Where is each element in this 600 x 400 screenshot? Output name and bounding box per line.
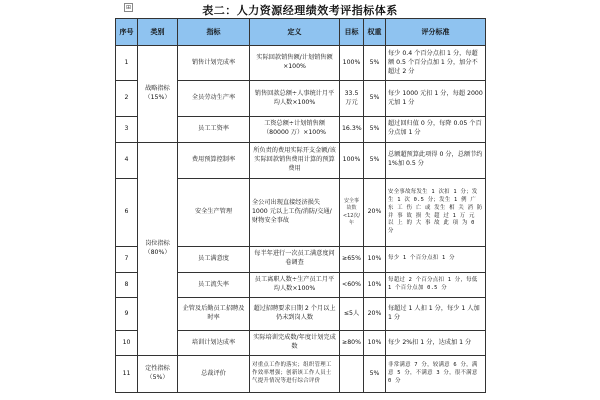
category-qualitative: 定性指标（5%） [138, 356, 178, 393]
row-indicator: 安全生产管理 [178, 179, 250, 247]
performance-indicator-table [115, 18, 486, 393]
category-strategic: 战略指标（15%） [138, 46, 178, 143]
row-weight: 10% [364, 246, 386, 272]
row-definition: 实际回款销售额/计划销售额×100% [250, 46, 340, 81]
table-row [116, 46, 486, 81]
row-definition: 销售回款总额÷人事统计月平均人数×100% [250, 81, 340, 116]
row-standard: 非常满意 7 分，较满意 6 分，满意 5 分，不满意 3 分，很不满意 0 分 [386, 356, 486, 393]
row-standard: 总额超预算此项得 0 分，总额节约 1%加 0.5 分 [386, 142, 486, 179]
row-weight: 5% [364, 356, 386, 393]
row-target: ≤5人 [340, 298, 364, 330]
header-definition: 定义 [250, 19, 340, 46]
row-target: 100% [340, 142, 364, 179]
row-definition: 所负责的费用实际开支金额/该实际回款销售费用计算的预算费用 [250, 142, 340, 179]
row-seq: 11 [116, 356, 138, 393]
row-target: 100% [340, 46, 364, 81]
row-indicator: 员工工资率 [178, 116, 250, 142]
row-seq: 8 [116, 272, 138, 298]
row-definition: 全公司出现直接经济损失 1000 元以上工伤/消防/交通/财物安全事故 [250, 179, 340, 247]
row-indicator: 总裁评价 [178, 356, 250, 393]
header-indicator: 指标 [178, 19, 250, 46]
row-indicator: 员工满意度 [178, 246, 250, 272]
header-weight: 权重 [364, 19, 386, 46]
row-indicator: 销售计划完成率 [178, 46, 250, 81]
row-seq: 10 [116, 330, 138, 356]
header-seq: 序号 [116, 19, 138, 46]
row-definition: 对重点工作的落实；组织管理工作效率增强；创新该工作人员士气提升情况等进行综合评价 [250, 356, 340, 393]
row-indicator: 全员劳动生产率 [178, 81, 250, 116]
header-standard: 评分标准 [386, 19, 486, 46]
row-standard: 超过回归值 0 分，每降 0.05 个百分点加 1 分 [386, 116, 486, 142]
row-target: ≥65% [340, 246, 364, 272]
table-row [116, 142, 486, 179]
row-seq: 9 [116, 298, 138, 330]
category-position: 岗位指标（80%） [138, 142, 178, 356]
row-weight: 5% [364, 46, 386, 81]
header-category: 类别 [138, 19, 178, 46]
row-definition: 工资总额÷计划销售额（80000 万）×100% [250, 116, 340, 142]
row-target: 16.3% [340, 116, 364, 142]
row-standard: 每超过 2 个百分点扣 1 分，每低 1 个百分点加 0.5 分 [386, 272, 486, 298]
row-target: 33.5 万元 [340, 81, 364, 116]
row-seq: 1 [116, 46, 138, 81]
row-seq: 3 [116, 116, 138, 142]
row-weight: 10% [364, 330, 386, 356]
row-standard: 每少 2%扣 1 分，达成加 1 分 [386, 330, 486, 356]
table-row [116, 356, 486, 393]
row-standard: 安全事故每发生 1 次扣 1 分；发生 1 次 0.5 分；发生 1 例 广 东 工 伤 亡 或 发生 相 关 消 防 并 事 故 损 失 超 过 1 万 元 以 上 的 大 事 故 此 项 为 0 分 [386, 179, 486, 247]
row-seq: 7 [116, 246, 138, 272]
row-target: 安全事故数<12次/年 [340, 179, 364, 247]
row-weight: 20% [364, 179, 386, 247]
row-seq: 6 [116, 179, 138, 247]
row-target: ≥80% [340, 330, 364, 356]
row-indicator: 员工流失率 [178, 272, 250, 298]
row-definition: 超过招聘要求日期 2 个月以上仍未到岗人数 [250, 298, 340, 330]
row-weight: 5% [364, 116, 386, 142]
row-standard: 每超过 1 人扣 1 分，每少 1 人加 1 分 [386, 298, 486, 330]
row-standard: 每少 0.4 个百分点扣 1 分，每超额 0.5 个百分点加 1 分，加分不超过 2 分 [386, 46, 486, 81]
row-seq: 2 [116, 81, 138, 116]
header-target: 目标 [340, 19, 364, 46]
row-definition: 实际培训完成数/年度计划完成数 [250, 330, 340, 356]
document-title: 表二：人力资源经理绩效考评指标体系 [202, 4, 398, 17]
row-weight: 5% [364, 81, 386, 116]
row-standard: 每少 1000 元扣 1 分，每超 2000 元加 1 分 [386, 81, 486, 116]
row-indicator: 企管及后勤员工招聘及时率 [178, 298, 250, 330]
table-header-row [116, 19, 486, 46]
row-target [340, 356, 364, 393]
row-weight: 5% [364, 142, 386, 179]
row-weight: 20% [364, 298, 386, 330]
row-weight: 10% [364, 272, 386, 298]
row-standard: 每少 1 个百分点扣 1 分 [386, 246, 486, 272]
row-definition: 员工离职人数÷生产员工月平均人数×100% [250, 272, 340, 298]
row-indicator: 培训计划达成率 [178, 330, 250, 356]
row-definition: 每半年进行一次员工满意度问卷调查 [250, 246, 340, 272]
table-move-handle-icon[interactable]: ⊞ [125, 4, 132, 11]
row-seq: 4 [116, 142, 138, 179]
row-indicator: 费用预算控制率 [178, 142, 250, 179]
row-target: <60% [340, 272, 364, 298]
